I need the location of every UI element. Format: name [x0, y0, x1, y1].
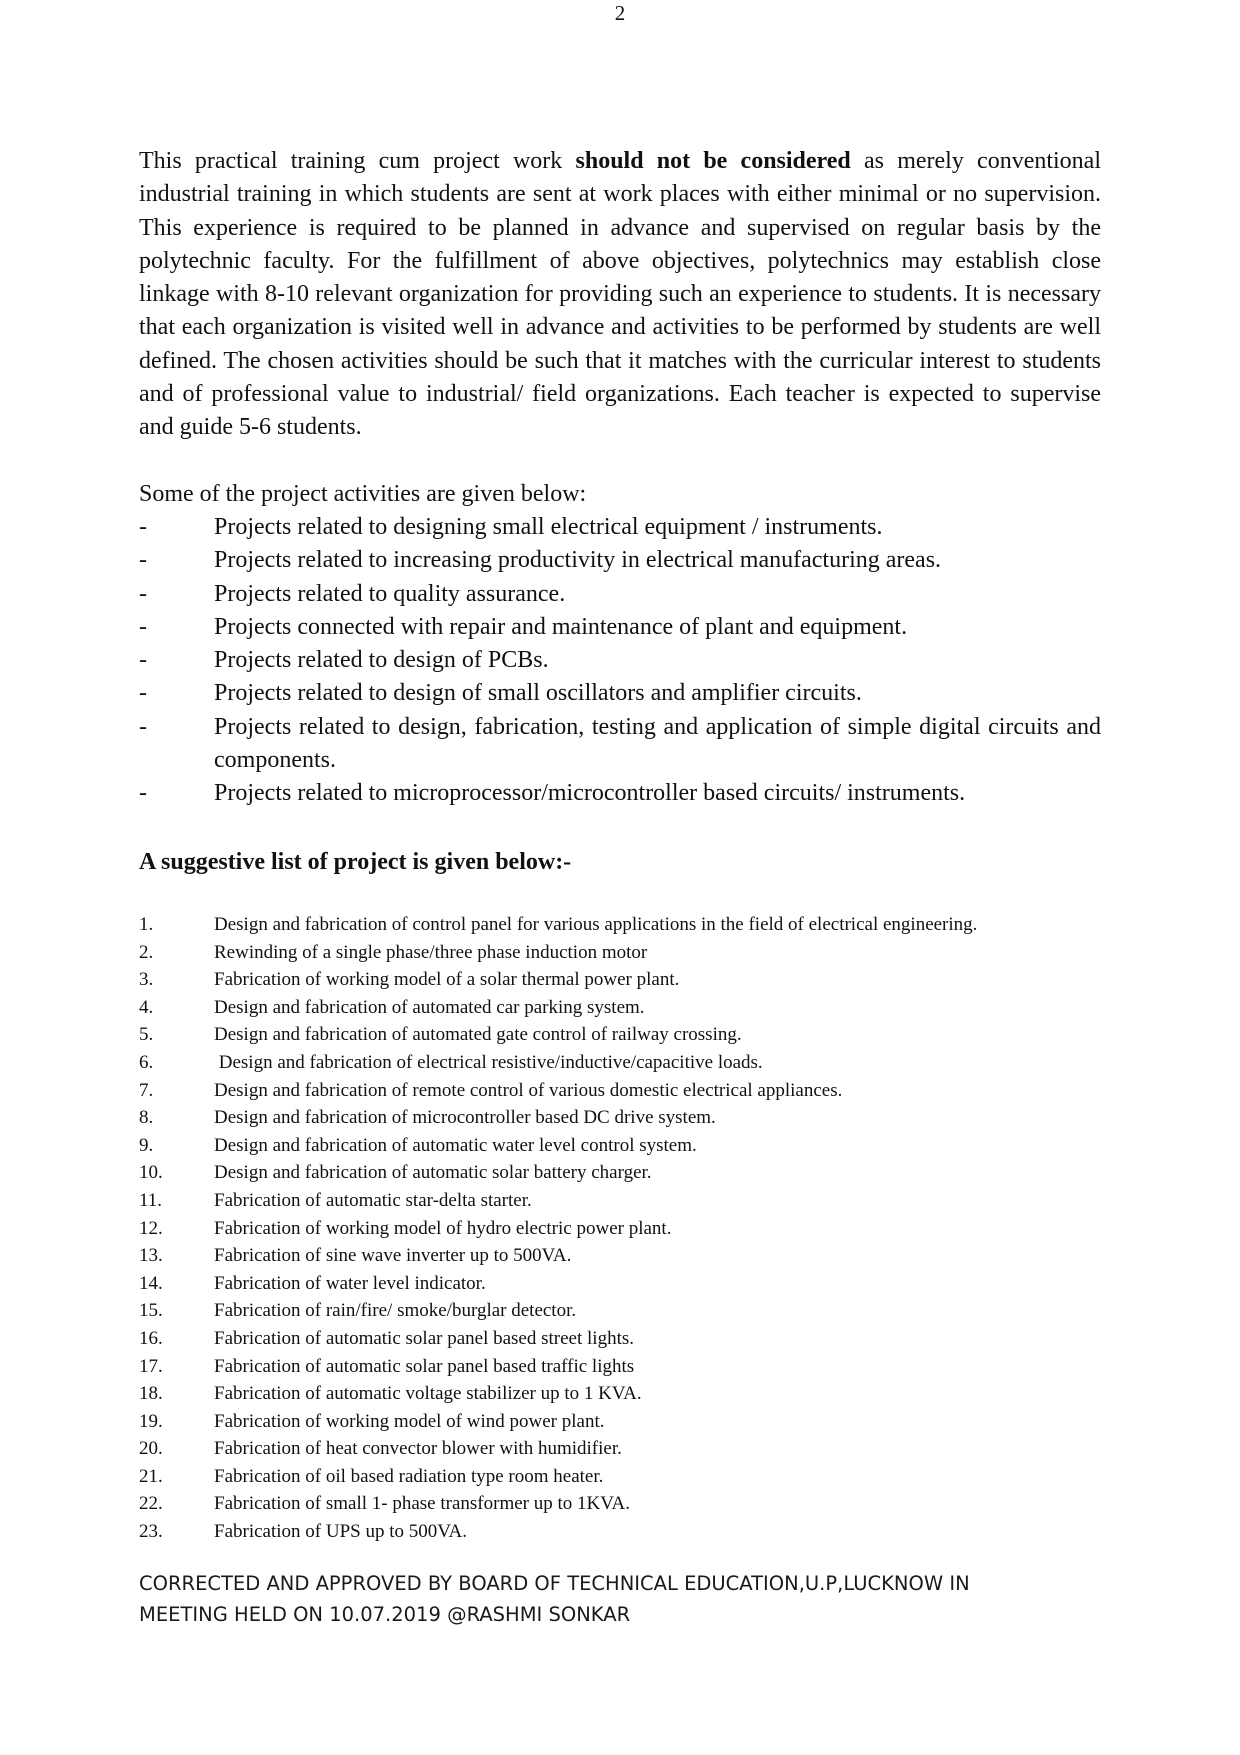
list-item [139, 677, 1101, 710]
list-item-number: 21. [139, 1465, 163, 1487]
list-item-text: Design and fabrication of automatic solar battery charger. [214, 1162, 652, 1184]
list-item-number: 15. [139, 1300, 163, 1322]
list-item [139, 578, 1101, 611]
list-item-number: 9. [139, 1134, 154, 1156]
list-item-text: Fabrication of small 1- phase transformer up to 1KVA. [214, 1493, 630, 1515]
list-item-text: Fabrication of oil based radiation type room heater. [214, 1465, 604, 1487]
list-item-number: 14. [139, 1272, 163, 1294]
list-item-text: Rewinding of a single phase/three phase induction motor [214, 941, 648, 963]
intro-text-end: as merely conventional industrial training in which students are sent at work places with either minimal or no supervision. This experience is required to be planned in advance and supervised on regular basis by the polytechnic faculty. For the fulfillment of above objectives, polytechnics may establish close linkage with 8-10 relevant organization for providing such an experience to students. It is necessary that each organization is visited well in advance and activities to be performed by students are well defined. The chosen activities should be such that it matches with the curricular interest to students and of professional value to industrial/ field organizations. Each teacher is expected to supervise and guide 5-6 students. [139, 148, 1101, 441]
list-item-number: 8. [139, 1107, 154, 1129]
footer-line-1: CORRECTED AND APPROVED BY BOARD OF TECHNICAL EDUCATION,U.P,LUCKNOW IN [139, 1572, 970, 1595]
page-number: 2 [614, 1, 626, 25]
list-item-text: Projects related to quality assurance. [214, 580, 566, 607]
list-item-number: 13. [139, 1245, 163, 1267]
list-item [139, 511, 1101, 544]
list-item-text: Fabrication of working model of a solar thermal power plant. [214, 969, 680, 991]
list-item-text: Fabrication of automatic star-delta starter. [214, 1189, 532, 1211]
list-item [139, 994, 1101, 1022]
list-item [139, 1215, 1101, 1243]
list-item [139, 1270, 1101, 1298]
list-item [139, 777, 1101, 810]
intro-paragraph [139, 145, 1101, 445]
list-item-text: Projects related to increasing productivity in electrical manufacturing areas. [214, 547, 942, 574]
list-item [139, 1187, 1101, 1215]
projects-heading: A suggestive list of project is given below:- [139, 849, 572, 875]
activities-heading: Some of the project activities are given below: [139, 481, 587, 507]
list-item-text: Projects related to design of PCBs. [214, 647, 549, 674]
list-item [139, 1518, 1101, 1546]
list-item-text: Projects related to microprocessor/microcontroller based circuits/ instruments. [214, 780, 966, 807]
list-item [139, 1325, 1101, 1353]
list-item-number: 11. [139, 1189, 163, 1211]
list-item-text: Fabrication of UPS up to 500VA. [214, 1521, 467, 1543]
list-item [139, 1408, 1101, 1436]
list-item [139, 544, 1101, 577]
list-item-text: Design and fabrication of microcontroller based DC drive system. [214, 1107, 716, 1129]
list-item-number: 19. [139, 1410, 163, 1432]
list-bullet: - [139, 613, 147, 640]
list-item-text: Design and fabrication of automated gate control of railway crossing. [214, 1024, 742, 1046]
footer-line-2: MEETING HELD ON 10.07.2019 @RASHMI SONKAR [139, 1603, 631, 1626]
list-item [139, 1159, 1101, 1187]
list-bullet: - [139, 514, 147, 540]
list-item-number: 3. [139, 969, 154, 991]
intro-bold-phrase: should not be considered [575, 148, 851, 174]
list-bullet: - [139, 547, 147, 574]
list-bullet: - [139, 680, 147, 707]
intro-text-start: This practical training cum project work [139, 148, 576, 174]
list-item-text: Fabrication of water level indicator. [214, 1272, 486, 1294]
list-bullet: - [139, 713, 147, 740]
list-item-number: 7. [139, 1079, 154, 1101]
list-item-number: 5. [139, 1024, 154, 1046]
list-item-text: Fabrication of working model of wind power plant. [214, 1410, 605, 1432]
list-item [139, 1490, 1101, 1518]
list-item-number: 17. [139, 1355, 163, 1377]
list-item-number: 22. [139, 1493, 163, 1515]
list-item [139, 1242, 1101, 1270]
list-item-text: Fabrication of working model of hydro electric power plant. [214, 1217, 672, 1239]
list-item-text: Design and fabrication of electrical resistive/inductive/capacitive loads. [214, 1051, 763, 1073]
list-item-text: Fabrication of heat convector blower with humidifier. [214, 1438, 622, 1460]
list-item-number: 16. [139, 1327, 163, 1349]
list-item-number: 18. [139, 1383, 163, 1405]
list-item [139, 611, 1101, 644]
list-item-text: Fabrication of automatic solar panel based traffic lights [214, 1355, 635, 1377]
list-item [139, 711, 1101, 778]
list-item-number: 23. [139, 1521, 163, 1543]
list-item-number: 2. [139, 941, 154, 963]
list-item [139, 1380, 1101, 1408]
list-item-text: Design and fabrication of control panel for various applications in the field of electrical engineering. [214, 914, 978, 935]
approval-footer [139, 1568, 1101, 1630]
list-item-text: Design and fabrication of automated car parking system. [214, 996, 645, 1018]
list-item-text: Fabrication of automatic solar panel based street lights. [214, 1327, 634, 1349]
list-item [139, 1021, 1101, 1049]
list-item [139, 966, 1101, 994]
list-item [139, 1435, 1101, 1463]
list-item-text: Fabrication of sine wave inverter up to 500VA. [214, 1245, 572, 1267]
list-item [139, 1297, 1101, 1325]
list-bullet: - [139, 647, 147, 674]
list-item-number: 20. [139, 1438, 163, 1460]
list-item [139, 1463, 1101, 1491]
list-item [139, 1049, 1101, 1077]
list-item-number: 6. [139, 1051, 154, 1073]
list-item-text: Design and fabrication of automatic water level control system. [214, 1134, 697, 1156]
list-item-text: Fabrication of automatic voltage stabilizer up to 1 KVA. [214, 1383, 642, 1405]
list-item-text: Projects related to design, fabrication, testing and application of simple digital circuits and components. [214, 713, 1101, 774]
list-item-text: Projects related to design of small oscillators and amplifier circuits. [214, 680, 862, 707]
list-item [139, 1353, 1101, 1381]
list-item-number: 4. [139, 996, 154, 1018]
list-bullet: - [139, 780, 147, 807]
list-item-text: Projects related to designing small electrical equipment / instruments. [214, 514, 883, 540]
list-item [139, 644, 1101, 677]
list-bullet: - [139, 580, 147, 607]
list-item-number: 10. [139, 1162, 163, 1184]
list-item [139, 911, 1101, 939]
projects-list [139, 911, 1101, 1546]
list-item [139, 1104, 1101, 1132]
list-item [139, 1132, 1101, 1160]
list-item-number: 1. [139, 914, 154, 935]
list-item-text: Fabrication of rain/fire/ smoke/burglar detector. [214, 1300, 577, 1322]
list-item-number: 12. [139, 1217, 163, 1239]
list-item-text: Design and fabrication of remote control of various domestic electrical appliances. [214, 1079, 843, 1101]
list-item [139, 939, 1101, 967]
activities-list [139, 511, 1101, 811]
list-item-text: Projects connected with repair and maintenance of plant and equipment. [214, 613, 908, 640]
list-item [139, 1077, 1101, 1105]
